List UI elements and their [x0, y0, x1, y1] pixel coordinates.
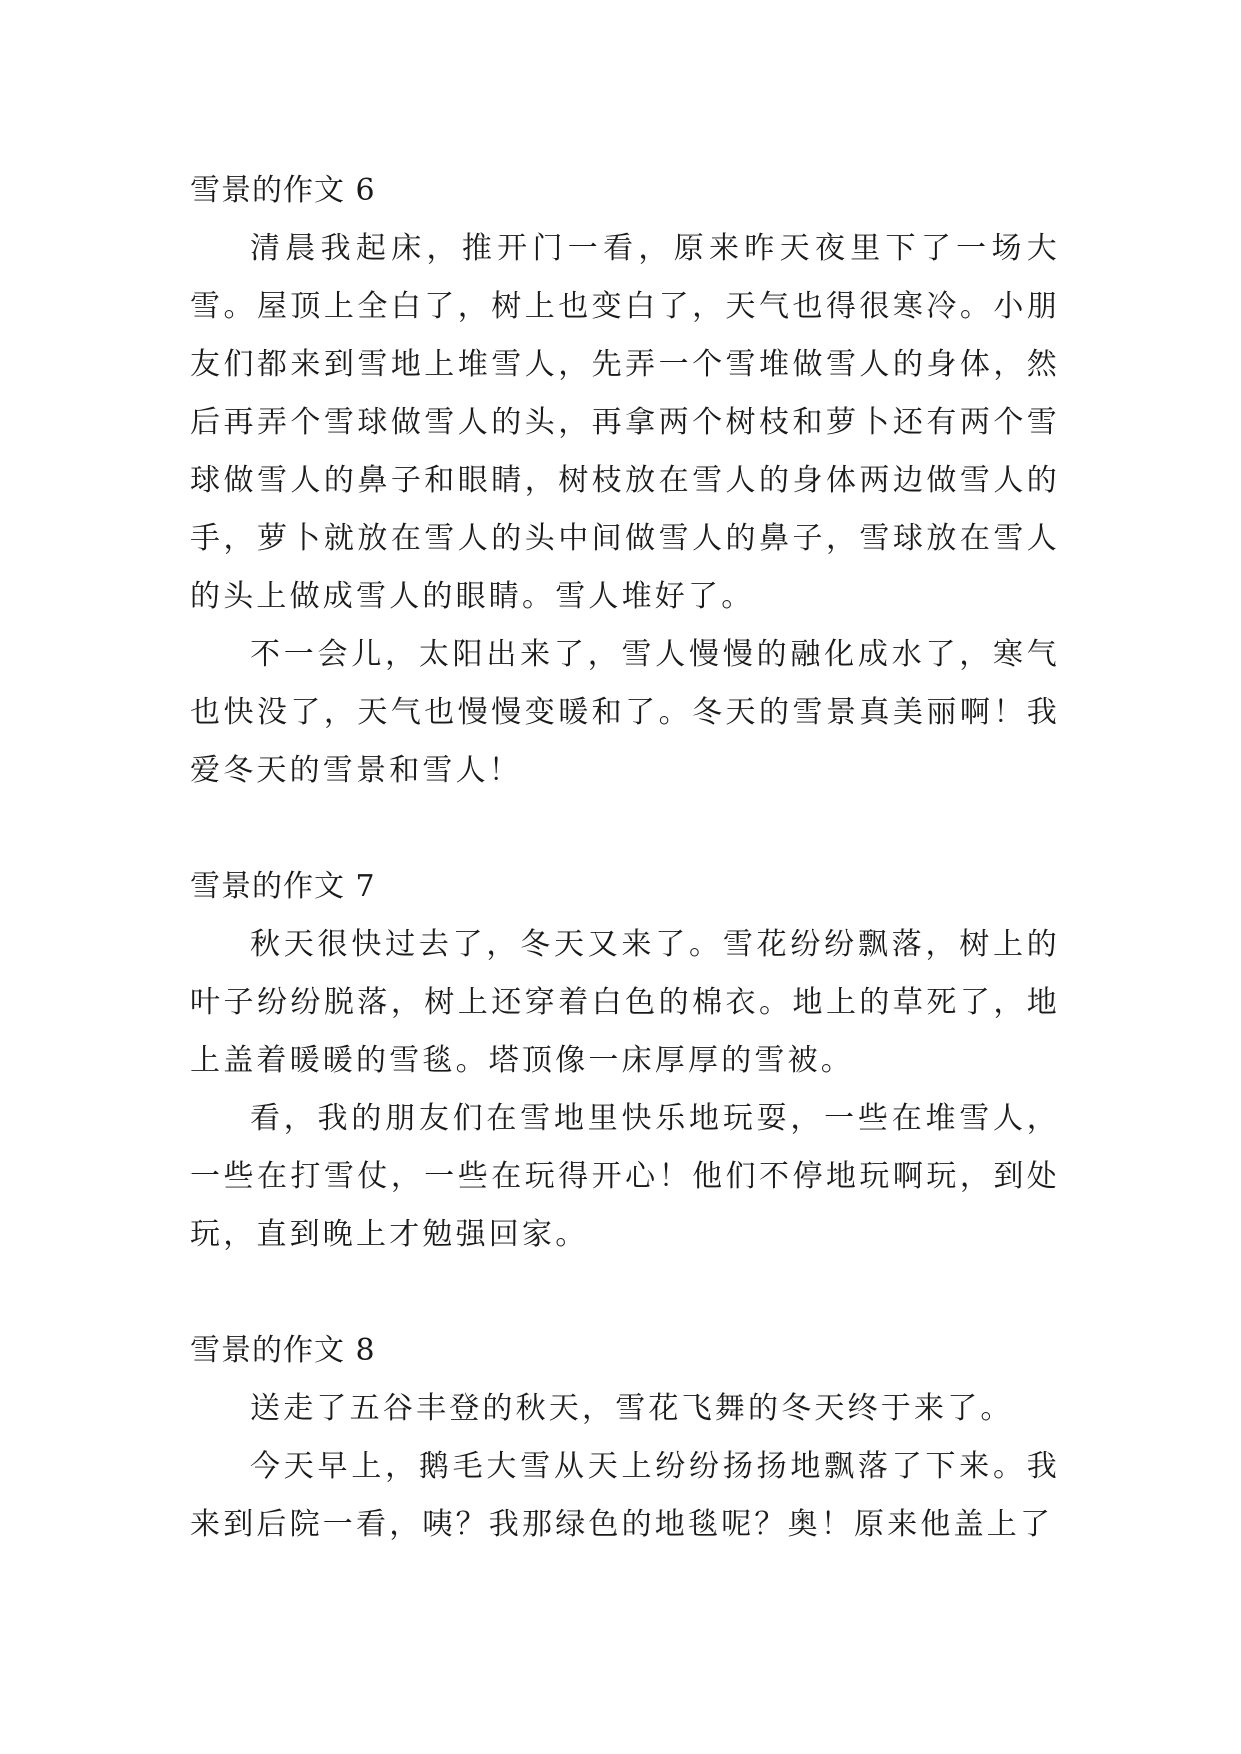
essay-title: 雪景的作文 8 [190, 1333, 376, 1368]
essay-paragraph: 不一会儿，太阳出来了，雪人慢慢的融化成水了，寒气也快没了，天气也慢慢变暖和了。冬天的雪景真美丽啊！我爱冬天的雪景和雪人！ [190, 637, 1060, 788]
essay-paragraph: 清晨我起床，推开门一看，原来昨天夜里下了一场大雪。屋顶上全白了，树上也变白了，天气也得很寒冷。小朋友们都来到雪地上堆雪人，先弄一个雪堆做雪人的身体，然后再弄个雪球做雪人的头，再拿两个树枝和萝卜还有两个雪球做雪人的鼻子和眼睛，树枝放在雪人的身体两边做雪人的手，萝卜就放在雪人的头中间做雪人的鼻子，雪球放在雪人的头上做成雪人的眼睛。雪人堆好了。 [190, 231, 1060, 614]
essay-paragraph: 看，我的朋友们在雪地里快乐地玩耍，一些在堆雪人，一些在打雪仗，一些在玩得开心！他们不停地玩啊玩，到处玩，直到晚上才勉强回家。 [190, 1101, 1060, 1252]
essay-section [190, 1322, 1060, 1554]
essay-title: 雪景的作文 7 [190, 869, 376, 904]
essay-section [190, 162, 1060, 800]
essay-paragraph: 今天早上，鹅毛大雪从天上纷纷扬扬地飘落了下来。我来到后院一看，咦？我那绿色的地毯呢？奥！原来他盖上了 [190, 1449, 1060, 1542]
essay-paragraph: 秋天很快过去了，冬天又来了。雪花纷纷飘落，树上的叶子纷纷脱落，树上还穿着白色的棉衣。地上的草死了，地上盖着暖暖的雪毯。塔顶像一床厚厚的雪被。 [190, 927, 1060, 1078]
essay-title: 雪景的作文 6 [190, 173, 376, 208]
essay-paragraph: 送走了五谷丰登的秋天，雪花飞舞的冬天终于来了。 [250, 1391, 1014, 1426]
essay-section [190, 858, 1060, 1264]
